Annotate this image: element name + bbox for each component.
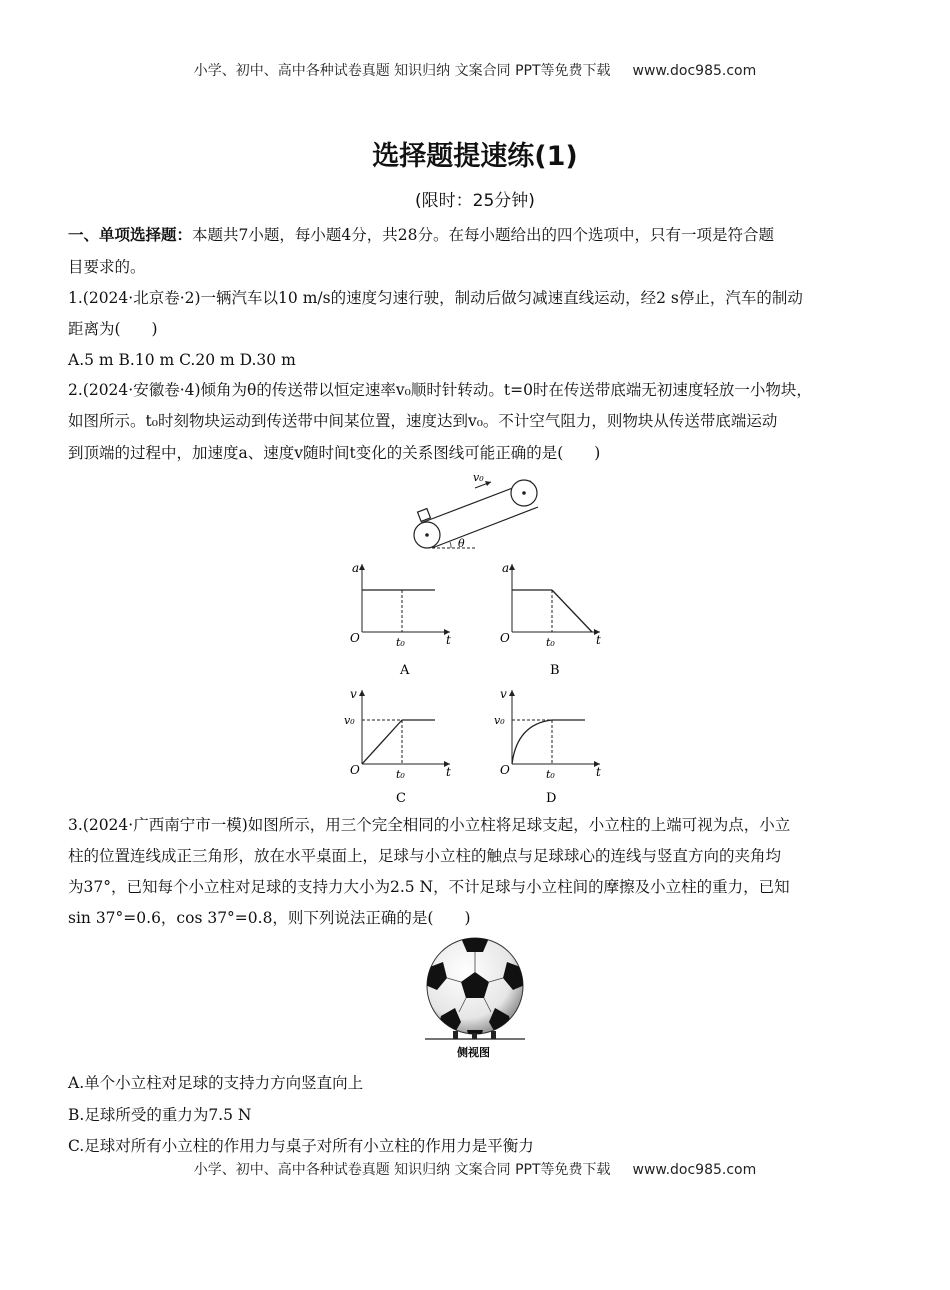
conveyor-figure xyxy=(405,468,545,554)
graph-d-origin: O xyxy=(500,763,510,777)
section-intro xyxy=(68,225,888,245)
q3-option-c: C.足球对所有小立柱的作用力与桌子对所有小立柱的作用力是平衡力 xyxy=(68,1137,534,1155)
label-v0: v₀ xyxy=(473,471,484,484)
footer-site[interactable]: www.doc985.com xyxy=(632,1162,757,1178)
q2-line3: 到顶端的过程中，加速度a、速度v随时间t变化的关系图线可能正确的是( ) xyxy=(68,444,601,462)
graph-d xyxy=(490,684,620,806)
q3-line2: 柱的位置连线成正三角形，放在水平桌面上，足球与小立柱的触点与足球球心的连线与竖直方向的夹角均 xyxy=(68,847,782,865)
soccer-ball-figure xyxy=(415,934,535,1062)
q2-line1: 2.(2024·安徽卷·4)倾角为θ的传送带以恒定速率v₀顺时针转动。t=0时在传送带底端无初速度轻放一小物块， xyxy=(68,381,812,399)
page-footer xyxy=(0,1159,950,1179)
q1-options: A.5 m B.10 m C.20 m D.30 m xyxy=(68,351,296,369)
graph-a-xlabel: t xyxy=(446,633,451,647)
label-theta: θ xyxy=(458,537,465,550)
graph-b-origin: O xyxy=(500,631,510,645)
q2-line2: 如图所示。t₀时刻物块运动到传送带中间某位置，速度达到v₀。不计空气阻力，则物块从传送带底端运动 xyxy=(68,412,778,430)
graph-d-xlabel: t xyxy=(596,765,601,779)
graph-d-label: D xyxy=(546,791,557,806)
q3-line4: sin 37°=0.6，cos 37°=0.8，则下列说法正确的是( ) xyxy=(68,909,471,927)
q3-option-a: A.单个小立柱对足球的支持力方向竖直向上 xyxy=(68,1074,364,1092)
section-desc-line1: 本题共7小题，每小题4分，共28分。在每小题给出的四个选项中，只有一项是符合题 xyxy=(192,226,774,244)
q3-line3: 为37°，已知每个小立柱对足球的支持力大小为2.5 N，不计足球与小立柱间的摩擦及小立柱的重力，已知 xyxy=(68,878,790,896)
q1-line1: 1.(2024·北京卷·2)一辆汽车以10 m/s的速度匀速行驶，制动后做匀减速直线运动，经2 s停止，汽车的制动 xyxy=(68,289,803,307)
page-subtitle: (限时：25分钟) xyxy=(415,191,535,211)
footer-text: 小学、初中、高中各种试卷真题 知识归纳 文案合同 PPT等免费下载 xyxy=(193,1162,611,1178)
graph-d-v0: v₀ xyxy=(494,714,505,727)
page-title: 选择题提速练(1) xyxy=(372,141,578,172)
graph-a-ylabel: a xyxy=(352,561,360,575)
graph-c-t0: t₀ xyxy=(396,768,405,781)
graph-b-t0: t₀ xyxy=(546,636,555,649)
graph-b xyxy=(490,558,620,680)
graph-d-t0: t₀ xyxy=(546,768,555,781)
graph-c-origin: O xyxy=(350,763,360,777)
section-label: 一、单项选择题： xyxy=(68,226,193,244)
graph-c-ylabel: v xyxy=(350,687,357,701)
graph-b-ylabel: a xyxy=(502,561,510,575)
graph-a-origin: O xyxy=(350,631,360,645)
graph-a xyxy=(340,558,470,680)
figure-caption: 侧视图 xyxy=(457,1046,490,1059)
q3-option-b: B.足球所受的重力为7.5 N xyxy=(68,1106,252,1124)
header-text: 小学、初中、高中各种试卷真题 知识归纳 文案合同 PPT等免费下载 xyxy=(193,63,611,79)
graph-c-v0: v₀ xyxy=(344,714,355,727)
graph-c-label: C xyxy=(396,791,406,806)
page-header xyxy=(0,60,950,80)
section-desc-line2: 目要求的。 xyxy=(68,258,146,276)
graph-b-label: B xyxy=(550,663,560,678)
graph-a-label: A xyxy=(400,663,410,678)
graph-b-xlabel: t xyxy=(596,633,601,647)
q3-line1: 3.(2024·广西南宁市一模)如图所示，用三个完全相同的小立柱将足球支起，小立柱的上端可视为点，小立 xyxy=(68,816,791,834)
q1-line2: 距离为( ) xyxy=(68,320,158,338)
graph-c-xlabel: t xyxy=(446,765,451,779)
graph-a-t0: t₀ xyxy=(396,636,405,649)
graph-c xyxy=(340,684,470,806)
graph-d-ylabel: v xyxy=(500,687,507,701)
header-site[interactable]: www.doc985.com xyxy=(632,63,757,79)
